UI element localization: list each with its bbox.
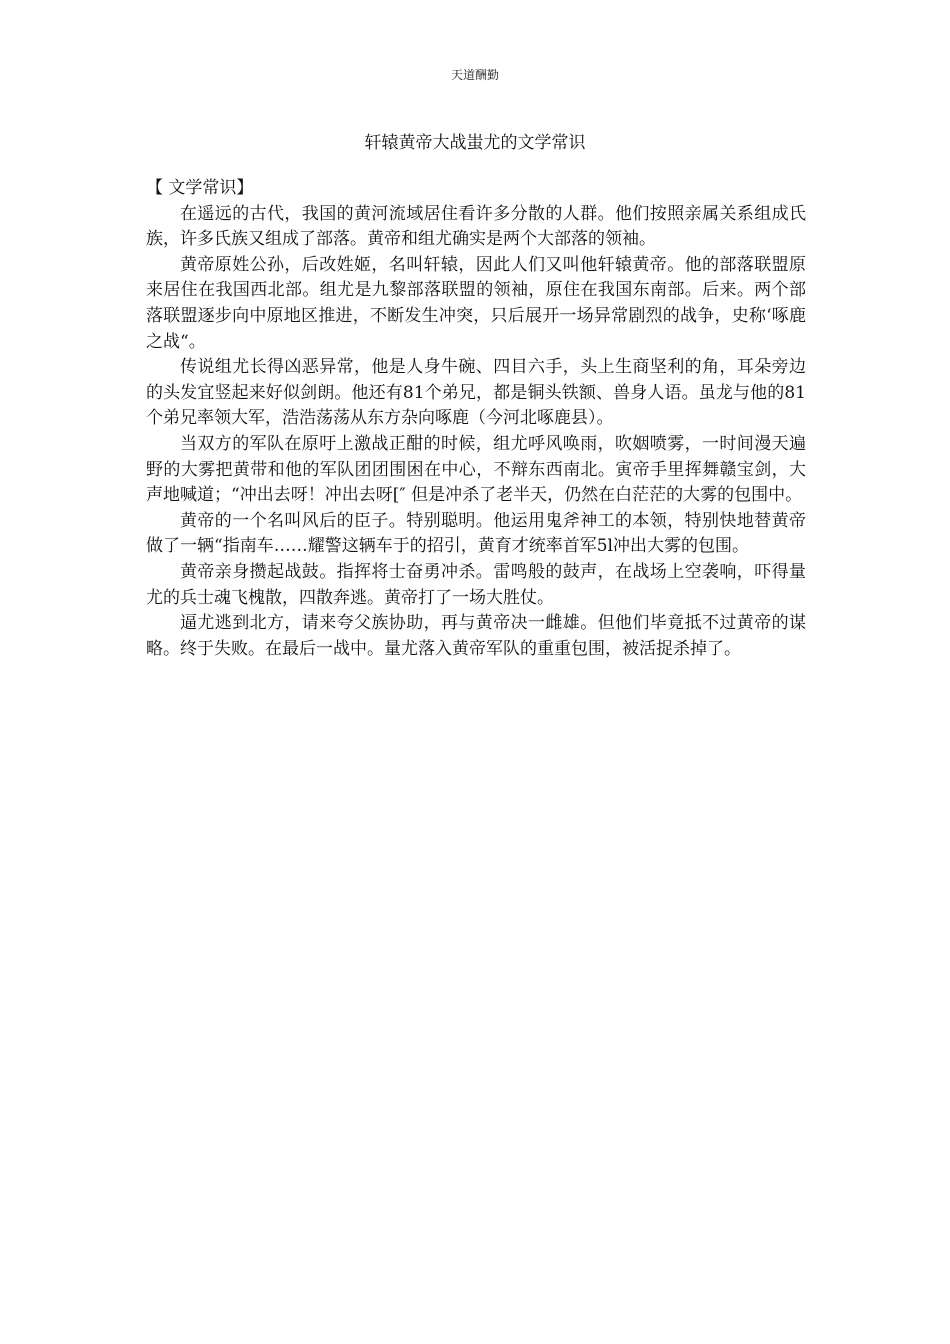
paragraph: 黄帝原姓公孙，后改姓姬，名叫轩辕，因此人们又叫他轩辕黄帝。他的部落联盟原来居住在我国西北部。组尤是九黎部落联盟的领袖，原住在我国东南部。后来。两个部落联盟逐步向中原地区推进，不断发生冲突，只后展开一场异常剧烈的战争，史称‘啄鹿之战“。 — [146, 254, 806, 352]
paragraph: 黄帝的一个名叫风后的臣子。特别聪明。他运用鬼斧神工的本领，特别快地替黄帝做了一辆“指南车……耀警这辆车于的招引，黄育才统率首军5l冲出大雾的包围。 — [146, 510, 806, 557]
page-header: 天道酬勤 — [450, 68, 499, 82]
document-title: 轩辕黄帝大战蚩尤的文学常识 — [364, 133, 586, 153]
paragraph: 当双方的军队在原吁上激战正酣的时候，组尤呼风唤雨，吹姻喷雾，一时间漫天遍野的大雾把黄带和他的军队团团围困在中心，不辩东西南北。寅帝手里挥舞赣宝剑，大声地喊道；“冲出去呀！冲出去呀[″ 但是冲杀了老半天，仍然在白茫茫的大雾的包围中。 — [146, 433, 806, 506]
paragraph: 传说组尤长得凶恶异常，他是人身牛碗、四目六手，头上生商坚利的角，耳朵旁边的头发宜竖起来好似剑朗。他还有81个弟兄，都是铜头铁额、兽身人语。虽龙与他的81个弟兄率领大军，浩浩荡荡从东方杂向啄鹿（今河北啄鹿县）。 — [146, 357, 806, 429]
paragraph: 逼尤逃到北方，请来夸父族协助，再与黄帝决一雌雄。但他们毕竟抵不过黄帝的谋略。终于失败。在最后一战中。量尤落入黄帝军队的重重包围，被活捉杀掉了。 — [146, 613, 806, 659]
paragraph: 黄帝亲身攒起战鼓。指挥将士奋勇冲杀。雷鸣般的鼓声，在战场上空袭响，吓得量尤的兵士魂飞槐散，四散奔逃。黄帝打了一场大胜仗。 — [146, 561, 806, 608]
paragraph: 在遥远的古代，我国的黄河流域居住看许多分散的人群。他们按照亲属关系组成氏族，许多氏族又组成了部落。黄帝和组尤确实是两个大部落的领袖。 — [146, 203, 806, 250]
document-body — [146, 176, 806, 662]
section-label: 【 文学常识】 — [146, 178, 254, 198]
